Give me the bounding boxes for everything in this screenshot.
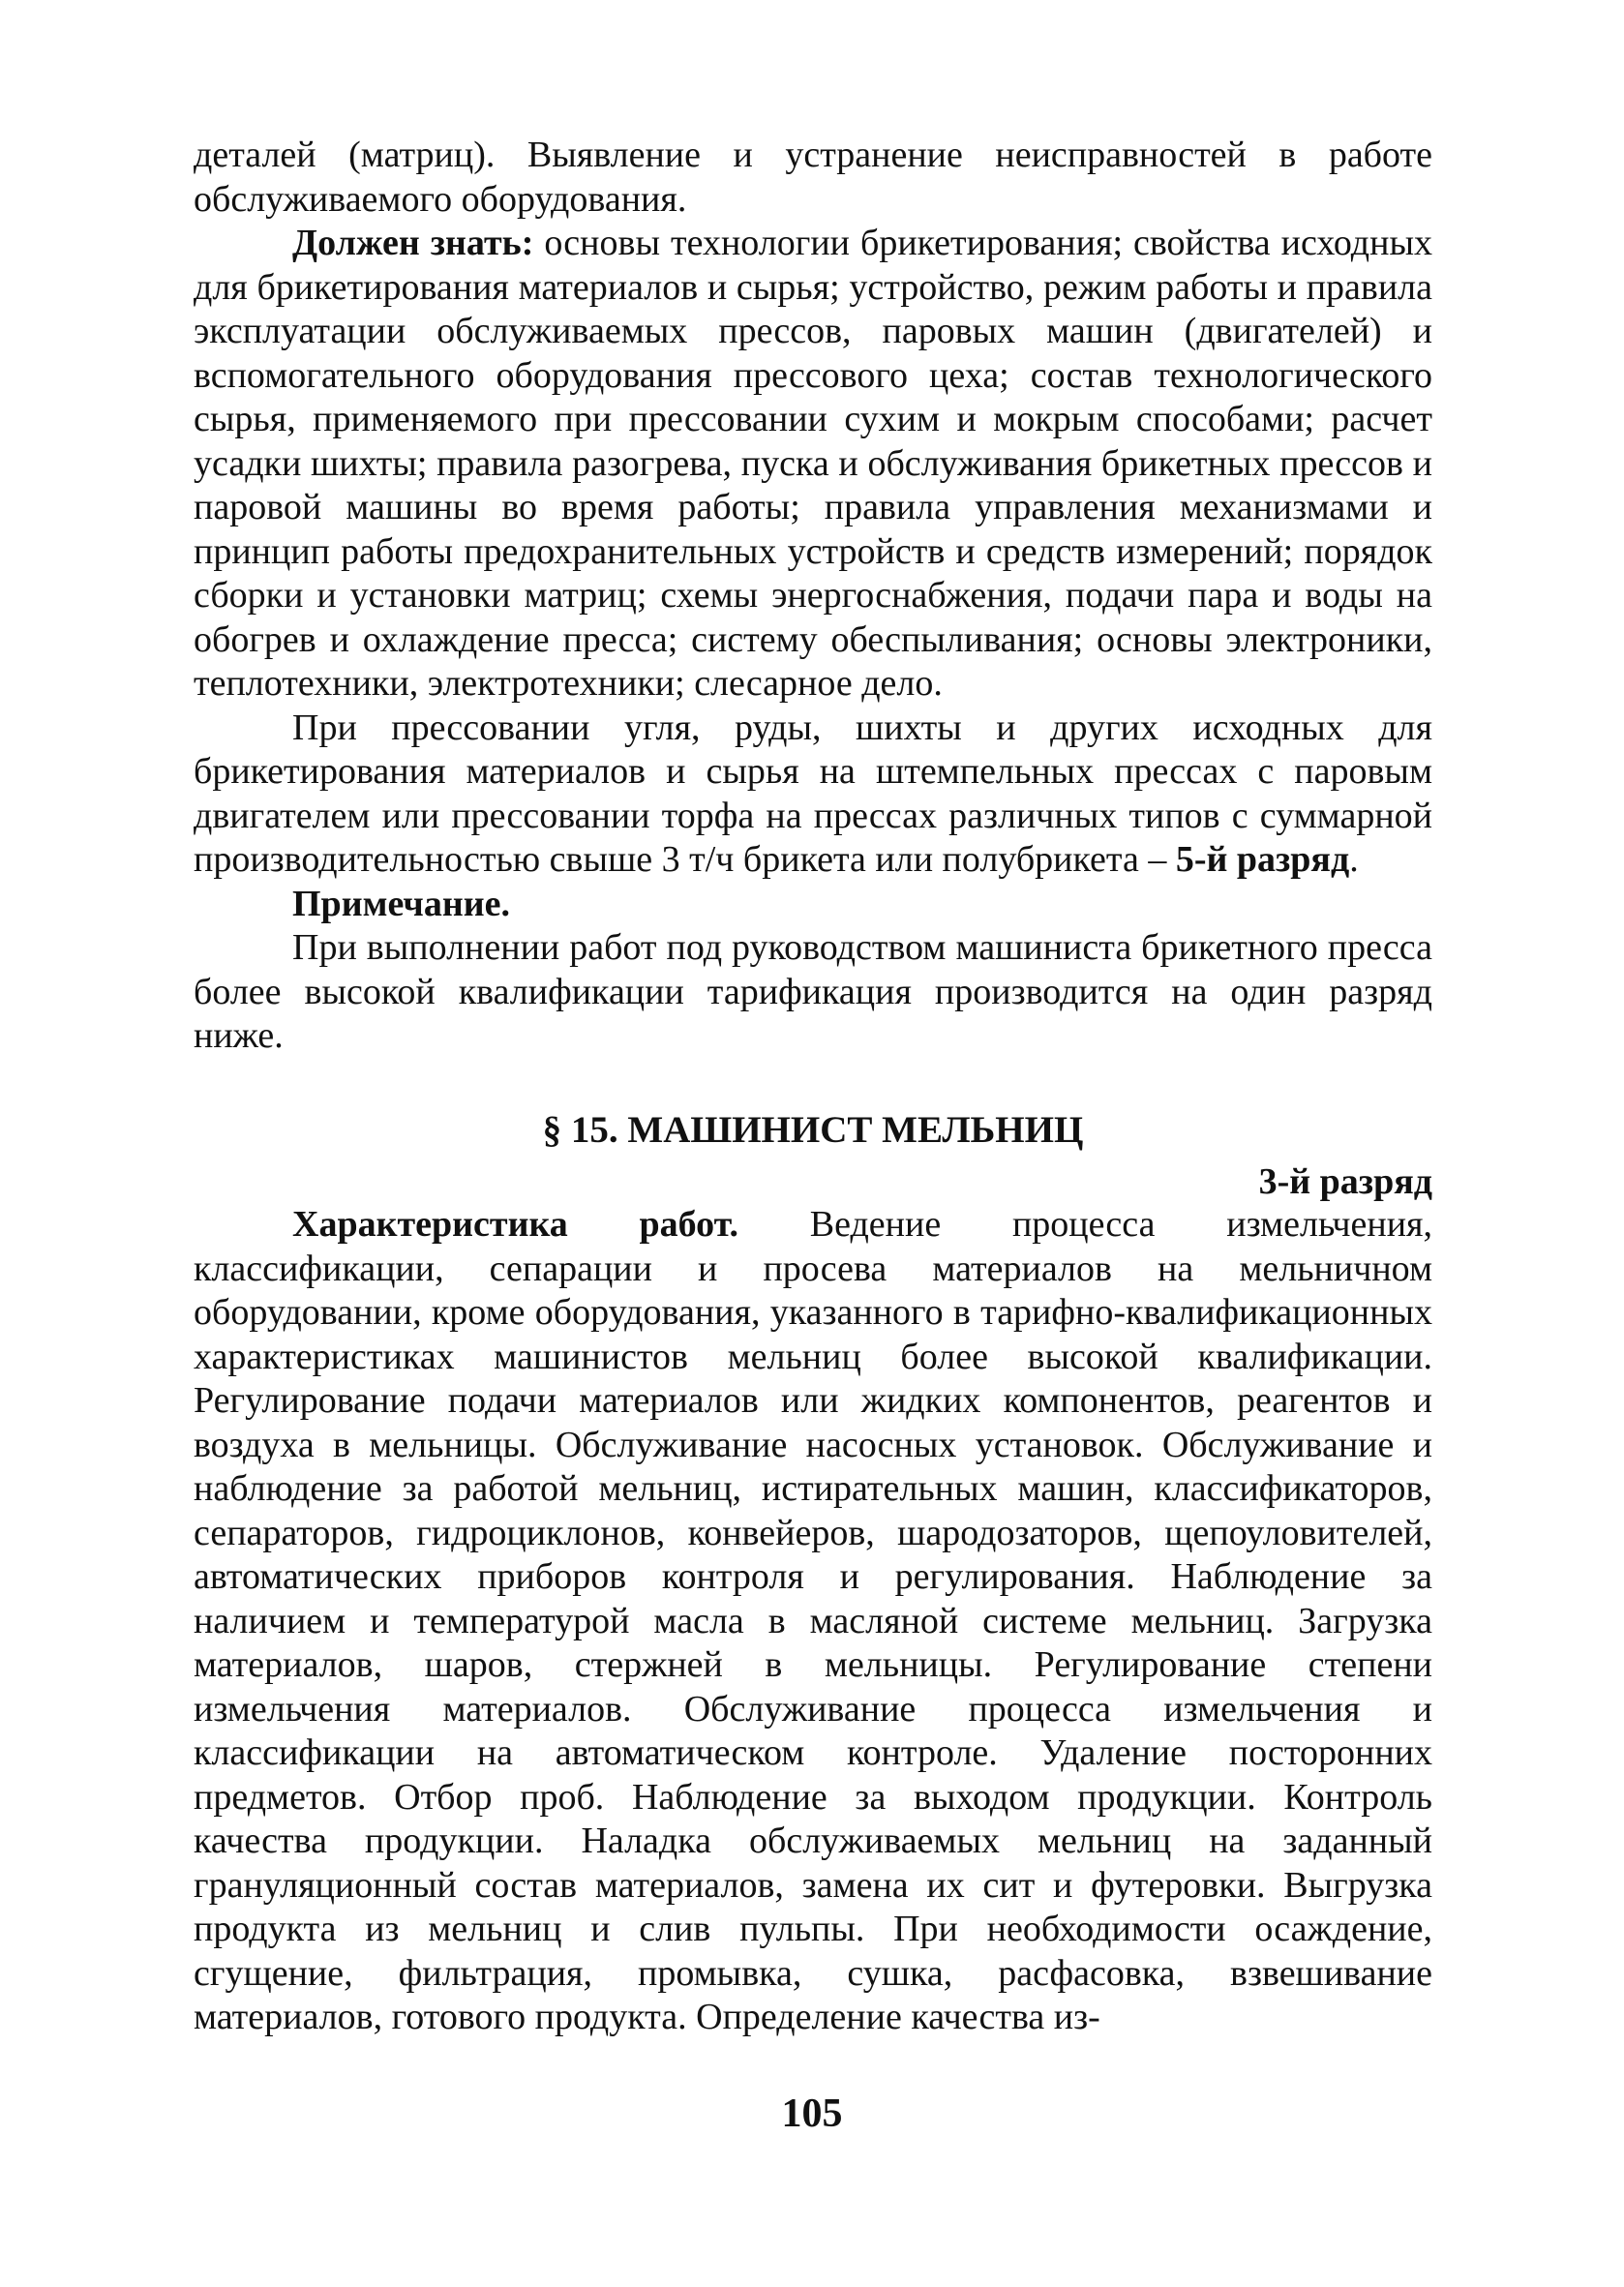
characteristics-block [194,1203,1432,2040]
pressing-grade: 5-й разряд [1175,839,1350,880]
must-know-label: Должен знать: [292,223,534,263]
note-paragraph: При выполнении работ под руководством машиниста брикетного пресса более высокой квалификации тарификация производится на один разряд ниже. [194,927,1432,1056]
grade-heading: 3-й разряд [1258,1161,1432,1202]
characteristics-label: Характеристика работ. [292,1204,738,1245]
pressing-paragraph [194,707,1432,883]
note-heading: Примечание. [292,883,510,924]
pressing-end: . [1349,839,1359,880]
must-know-paragraph [194,222,1432,707]
must-know-text: основы технологии брикетирования; свойства исходных для брикетирования материалов и сырья; устройство, режим работы и правила эксплуатации обслуживаемых прессов, паровых машин (двигателей) и вспомогательного оборудования прессового цеха; состав технологического сырья, применяемого при прессовании сухим и мокрым способами; расчет усадки шихты; правила разогрева, пуска и обслуживания брикетных прессов и паровой машины во время работы; правила управления механизмами и принцип работы предохранительных устройств и средств измерений; порядок сборки и установки матриц; схемы энергоснабжения, подачи пара и воды на обогрев и охлаждение пресса; систему обеспыливания; основы электроники, теплотехники, электротехники; слесарное дело. [194,223,1433,704]
continuation-paragraph: деталей (матриц). Выявление и устранение неисправностей в работе обслуживаемого оборудования. [194,135,1432,220]
pressing-text: При прессовании угля, руды, шихты и других исходных для брикетирования материалов и сырья на штемпельных прессах с паровым двигателем или прессовании торфа на прессах различных типов с суммарной производительностью свыше 3 т/ч брикета или полубрикета – [194,707,1432,880]
top-text-block [194,134,1432,1059]
section-title: § 15. МАШИНИСТ МЕЛЬНИЦ [542,1109,1084,1151]
characteristics-text: Ведение процесса измельчения, классификации, сепарации и просева материалов на мельничном оборудовании, кроме оборудования, указанного в тарифно-квалификационных характеристиках машинистов мельниц более высокой квалификации. Регулирование подачи материалов или жидких компонентов, реагентов и воздуха в мельницы. Обслуживание насосных установок. Обслуживание и наблюдение за работой мельниц, истирательных машин, классификаторов, сепараторов, гидроциклонов, конвейеров, шародозаторов, щепоуловителей, автоматических приборов контроля и регулирования. Наблюдение за наличием и температурой масла в масляной системе мельниц. Загрузка материалов, шаров, стержней в мельницы. Регулирование степени измельчения материалов. Обслуживание процесса измельчения и классификации на автоматическом контроле. Удаление посторонних предметов. Отбор проб. Наблюдение за выходом продукции. Контроль качества продукции. Наладка обслуживаемых мельниц на заданный грануляционный состав материалов, замена их сит и футеровки. Выгрузка продукта из мельниц и слив пульпы. При необходимости осаждение, сгущение, фильтрация, промывка, сушка, расфасовка, взвешивание материалов, готового продукта. Определение качества из- [194,1204,1433,2037]
characteristics-paragraph [194,1203,1432,2040]
page-number: 105 [781,2091,843,2136]
